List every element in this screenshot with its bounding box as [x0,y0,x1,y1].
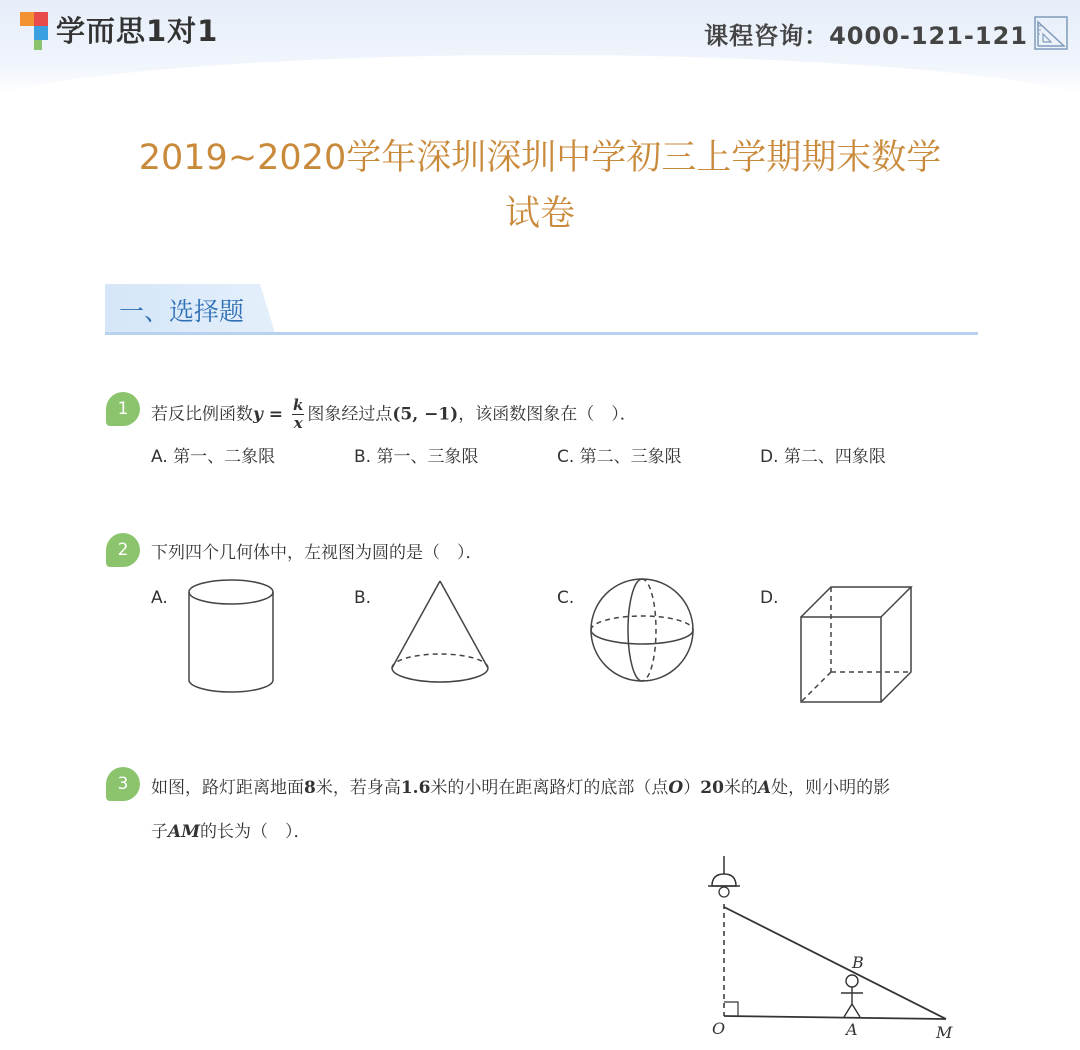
ground-line [724,1016,946,1019]
question-number-badge: 1 [106,392,140,426]
sphere-figure[interactable] [588,576,696,684]
q3-text: 米，若身高 [315,778,401,798]
cube-figure[interactable] [798,584,916,706]
question-1-text [151,397,637,432]
q1-fraction [292,397,304,432]
logo-text: 学而思1对1 [56,13,219,48]
q3-segment-am: AM [168,822,201,842]
q3-value-distance: 20 [700,778,724,798]
cylinder-figure[interactable] [185,576,277,696]
question-3-text-line-1 [151,776,890,800]
label-o: O [712,1019,726,1038]
q1-text-mid: 图象经过点 [307,404,393,425]
q1-option-b[interactable]: B. 第一、三象限 [354,447,479,467]
q3-text: 子 [151,822,168,842]
section-underline [105,332,978,335]
q1-option-a[interactable]: A. 第一、二象限 [151,447,276,467]
label-b: B [852,953,864,972]
q1-fraction-denominator: x [293,414,303,432]
q1-var-y: y [253,404,263,425]
brand-logo[interactable] [20,8,218,50]
page-title [80,130,1000,242]
question-number-badge: 2 [106,533,140,567]
q1-text-prefix: 若反比例函数 [151,404,253,425]
q3-text: ） [683,778,701,798]
label-a: A [846,1020,858,1039]
label-m: M [936,1023,953,1042]
q3-text: 处，则小明的影 [771,778,891,798]
hotline-text: 课程咨询：4000-121-121 [704,22,1028,50]
q3-text: 的长为（ ）． [200,822,311,842]
set-square-icon [1034,16,1068,50]
q3-text: 米的 [723,778,758,798]
section-title: 一、选择题 [119,297,245,326]
streetlight-figure [700,852,970,1044]
q1-equals: = [262,404,289,425]
light-ray-line [724,907,946,1019]
question-number-badge: 3 [106,767,140,801]
q3-value-person-height: 1.6 [400,778,431,798]
q1-option-c[interactable]: C. 第二、三象限 [557,447,682,467]
q2-option-d[interactable]: D. [760,588,779,608]
person-icon [841,975,863,1017]
q2-option-a[interactable]: A. [151,588,168,608]
q2-option-b[interactable]: B. [354,588,372,608]
right-angle-marker [724,1002,738,1016]
section-header [105,284,978,336]
q1-fraction-numerator: k [292,396,304,414]
q1-text-suffix: ，该函数图象在（ ）． [458,404,637,425]
q3-point-o: O [668,778,684,798]
q1-point: (5, −1) [392,404,459,425]
q3-value-height: 8 [304,778,316,798]
lamp-icon [708,856,740,897]
question-3-text-line-2 [151,820,311,844]
q1-option-d[interactable]: D. 第二、四象限 [760,447,886,467]
logo-mark-icon [20,8,50,50]
header-curve [0,55,1080,115]
q2-option-c[interactable]: C. [557,588,575,608]
cone-figure[interactable] [388,578,492,688]
title-line-2: 试卷 [504,194,575,234]
q3-text: 米的小明在距离路灯的底部（点 [430,778,669,798]
question-2-text: 下列四个几何体中，左视图为圆的是（ ）． [151,543,483,563]
q3-text: 如图，路灯距离地面 [151,778,304,798]
title-line-1: 2019~2020学年深圳深圳中学初三上学期期末数学 [138,138,942,178]
q3-point-a: A [757,778,772,798]
